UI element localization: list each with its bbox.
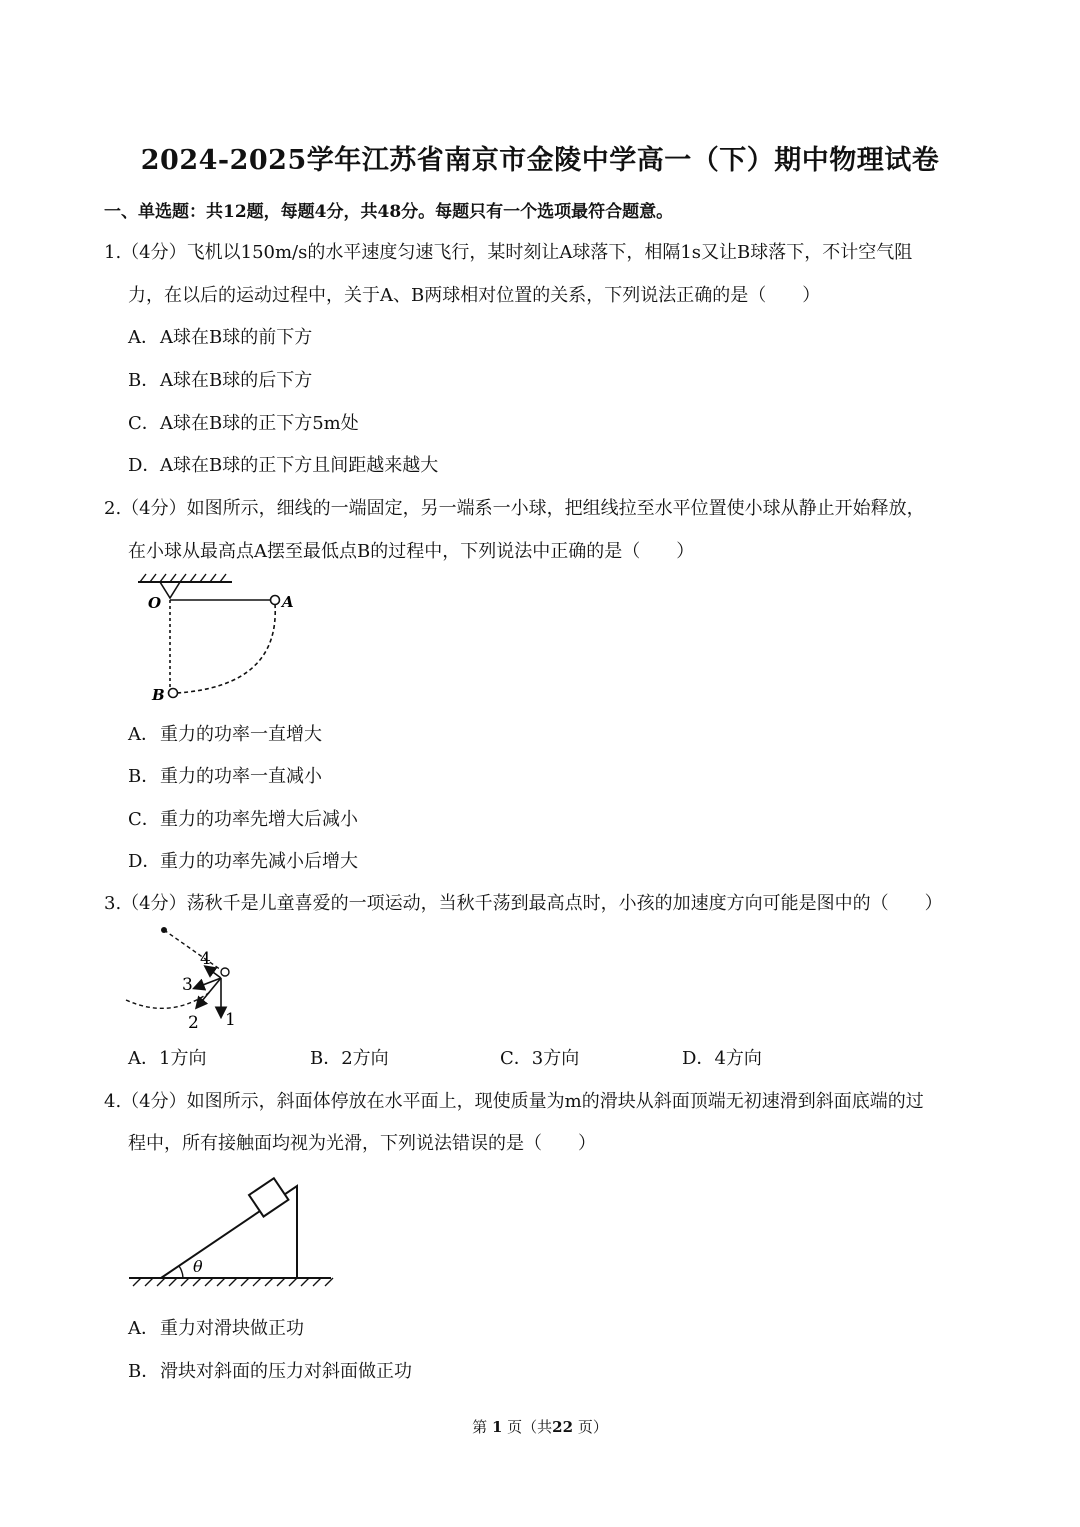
angle-arc [179, 1266, 183, 1278]
q2-stem-line1: 2.（4分）如图所示，细线的一端固定，另一端系一小球，把组线拉至水平位置使小球从静止开始释放， [104, 498, 925, 519]
ground-hatch [133, 1278, 333, 1286]
ball-b [169, 689, 178, 698]
label-2: 2 [188, 1013, 199, 1033]
label-4: 4 [200, 949, 211, 969]
q3-option-c: C．3方向 [500, 1048, 580, 1069]
q3-option-a: A．1方向 [128, 1048, 207, 1069]
q3-option-d: D．4方向 [682, 1048, 762, 1069]
swing-figure [120, 920, 260, 1035]
ceiling-hatch [138, 574, 232, 582]
q1-option-d: D．A球在B球的正下方且间距越来越大 [128, 455, 439, 476]
q4-option-a: A．重力对滑块做正功 [128, 1318, 304, 1339]
label-1: 1 [225, 1010, 236, 1030]
q2-stem-line2: 在小球从最高点A摆至最低点B的过程中，下列说法中正确的是（ ） [128, 541, 695, 562]
sliding-block [249, 1178, 288, 1216]
child-head [221, 968, 229, 976]
label-theta: θ [193, 1257, 203, 1276]
q2-option-b: B．重力的功率一直减小 [128, 766, 322, 787]
q1-option-c: C．A球在B球的正下方5m处 [128, 413, 359, 434]
q2-option-d: D．重力的功率先减小后增大 [128, 851, 358, 872]
q1-option-a: A．A球在B球的前下方 [128, 327, 313, 348]
q1-stem-line2: 力，在以后的运动过程中，关于A、B两球相对位置的关系，下列说法正确的是（ ） [128, 285, 821, 306]
q2-option-c: C．重力的功率先增大后减小 [128, 809, 358, 830]
page-footer: 第 1 页（共22 页） [472, 1418, 608, 1436]
label-b: B [152, 686, 165, 704]
q4-option-b: B．滑块对斜面的压力对斜面做正功 [128, 1361, 412, 1382]
q2-option-a: A．重力的功率一直增大 [128, 724, 322, 745]
pivot-bracket [160, 582, 180, 598]
section-heading: 一、单选题：共12题，每题4分，共48分。每题只有一个选项最符合题意。 [104, 202, 674, 222]
swing-rope-dashed [164, 930, 221, 970]
incline-figure [125, 1170, 340, 1295]
q4-stem-line1: 4.（4分）如图所示，斜面体停放在水平面上，现使质量为m的滑块从斜面顶端无初速滑到斜面底端的过 [104, 1091, 924, 1112]
label-3: 3 [182, 975, 193, 995]
q1-stem-line1: 1.（4分）飞机以150m/s的水平速度匀速飞行，某时刻让A球落下，相隔1s又让B球落下，不计空气阻 [104, 242, 913, 263]
swing-arc-path [177, 604, 275, 693]
q3-option-b: B．2方向 [310, 1048, 389, 1069]
pendulum-figure [130, 570, 310, 710]
label-a: A [282, 593, 294, 611]
label-o: O [148, 594, 162, 612]
ball-a [271, 596, 280, 605]
q3-stem-line1: 3.（4分）荡秋千是儿童喜爱的一项运动，当秋千荡到最高点时，小孩的加速度方向可能是图中的（ ） [104, 893, 943, 914]
exam-title: 2024-2025学年江苏省南京市金陵中学高一（下）期中物理试卷 [140, 145, 940, 176]
q4-stem-line2: 程中，所有接触面均视为光滑，下列说法错误的是（ ） [128, 1133, 596, 1154]
q1-option-b: B．A球在B球的后下方 [128, 370, 313, 391]
